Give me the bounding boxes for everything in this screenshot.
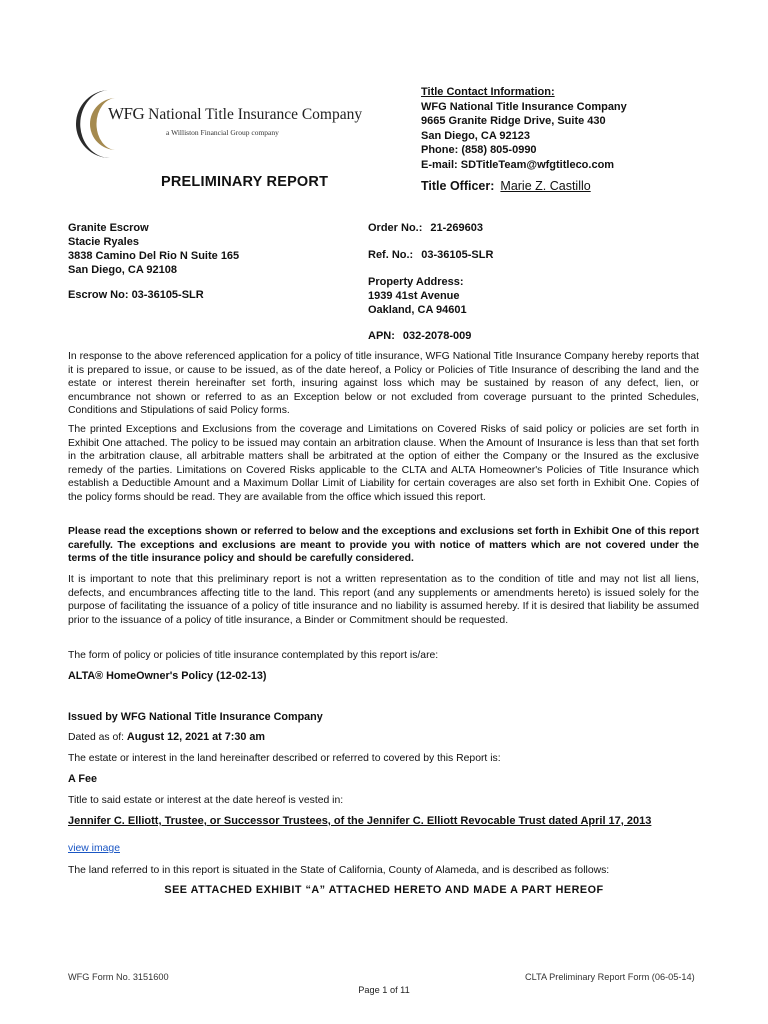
logo-tagline: a Williston Financial Group company — [166, 128, 279, 137]
dated-as-of — [68, 731, 265, 743]
company-logo — [70, 80, 363, 166]
property-line2: Oakland, CA 94601 — [368, 304, 467, 316]
property-label: Property Address: — [368, 276, 464, 288]
paragraph-disclaimer: It is important to note that this preliminary report is not a written representation as to the condition of title and may not list all liens, defects, and encumbrances affecting title to the land. This report (and any supplements or amendments hereto) is issued solely for the purpose of facilitating the issuance of a policy of title insurance and no liability is assumed hereby. If it is desired that liability be assumed prior to the issuance of a policy of title insurance, a Binder or Commitment should be requested. — [68, 574, 699, 626]
exhibit-a-notice: SEE ATTACHED EXHIBIT “A” ATTACHED HERETO AND MADE A PART HEREOF — [164, 884, 604, 896]
vested-text: Title to said estate or interest at the date hereof is vested in: — [68, 795, 344, 806]
escrow-contact: Stacie Ryales — [68, 236, 139, 248]
dated-value: August 12, 2021 at 7:30 am — [126, 731, 265, 743]
escrow-number: Escrow No: 03-36105-SLR — [68, 289, 204, 301]
escrow-address-block — [68, 221, 239, 277]
property-address — [368, 275, 467, 317]
contact-header: Title Contact Information: — [421, 86, 555, 98]
vested-owner: Jennifer C. Elliott, Trustee, or Successor Trustees, of the Jennifer C. Elliott Revocable Trust dated April 17, 2013 — [68, 815, 652, 827]
ref-value: 03-36105-SLR — [421, 249, 494, 261]
logo-company: National Title Insurance Company — [148, 106, 363, 123]
contact-email: E-mail: SDTitleTeam@wfgtitleco.com — [421, 158, 615, 171]
contact-company: WFG National Title Insurance Company — [421, 100, 627, 113]
dated-label: Dated as of: — [68, 732, 125, 743]
paragraph-exceptions: The printed Exceptions and Exclusions from the coverage and Limitations on Covered Risks of said policy or policies are set forth in Exhibit One attached. The policy to be issued may contain an arbitration clause. When the Amount of Insurance is less than that set forth in the arbitration clause, all arbitrable matters shall be arbitrated at the option of either the Company or the Insured as the exclusive remedy of the parties. Limitations on Covered Risks applicable to the CLTA and ALTA Homeowner's Policies of Title Insurance which establish a Deductible Amount and a Maximum Dollar Limit of Liability for certain coverages are also set forth in Exhibit One. Copies of the policy forms should be read. They are available from the office which issued this report. — [68, 424, 699, 503]
logo-text — [108, 104, 362, 124]
issued-by: Issued by WFG National Title Insurance Company — [68, 711, 323, 723]
ref-number — [368, 248, 493, 262]
title-officer-label: Title Officer: — [421, 179, 495, 193]
view-image-link[interactable]: view image — [68, 843, 120, 854]
policy-form-text: The form of policy or policies of title insurance contemplated by this report is/are: — [68, 650, 439, 661]
footer-form-name: CLTA Preliminary Report Form (06-05-14) — [525, 972, 695, 982]
title-officer-name: Marie Z. Castillo — [500, 179, 591, 193]
ref-label: Ref. No.: — [368, 249, 414, 261]
contact-phone: Phone: (858) 805-0990 — [421, 144, 537, 156]
footer-form-number: WFG Form No. 3151600 — [68, 972, 169, 982]
apn — [368, 329, 471, 343]
estate-value: A Fee — [68, 773, 98, 785]
title-officer — [421, 179, 591, 193]
order-number — [368, 221, 483, 235]
paragraph-notice: Please read the exceptions shown or referred to below and the exceptions and exclusions set forth in Exhibit One of this report carefully. The exceptions and exclusions are meant to provide you with notice of matters which are not covered under the terms of the title insurance policy and should be carefully considered. — [68, 526, 699, 564]
page-number: Page 1 of 11 — [358, 985, 410, 995]
paragraph-intro: In response to the above referenced application for a policy of title insurance, WFG National Title Insurance Company hereby reports that it is prepared to issue, or cause to be issued, as of the date hereof, a Policy or Policies of Title Insurance of describing the land and the estate or interest therein hereinafter set forth, insuring against loss which may be sustained by reason of any defect, lien, or encumbrance not shown or referred to as an Exception below or not excluded from coverage pursuant to the printed Schedules, Conditions and Stipulations of said Policy forms. — [68, 351, 699, 416]
logo-swirl-icon — [70, 84, 130, 164]
logo-brand: WFG — [108, 104, 145, 123]
property-line1: 1939 41st Avenue — [368, 290, 460, 302]
escrow-company: Granite Escrow — [68, 222, 149, 234]
policy-name: ALTA® HomeOwner's Policy (12-02-13) — [68, 670, 267, 682]
contact-address2: San Diego, CA 92123 — [421, 129, 531, 142]
title-contact-info — [421, 85, 627, 172]
contact-address1: 9665 Granite Ridge Drive, Suite 430 — [421, 115, 606, 127]
page-title: PRELIMINARY REPORT — [161, 174, 329, 190]
estate-text: The estate or interest in the land hereinafter described or referred to covered by this Report is: — [68, 753, 501, 764]
escrow-address1: 3838 Camino Del Rio N Suite 165 — [68, 250, 240, 262]
apn-label: APN: — [368, 330, 395, 342]
order-value: 21-269603 — [430, 222, 484, 234]
escrow-address2: San Diego, CA 92108 — [68, 264, 178, 276]
apn-value: 032-2078-009 — [402, 330, 472, 342]
land-description-text: The land referred to in this report is situated in the State of California, County of Alameda, and is described as follows: — [68, 865, 610, 876]
order-label: Order No.: — [368, 222, 423, 234]
